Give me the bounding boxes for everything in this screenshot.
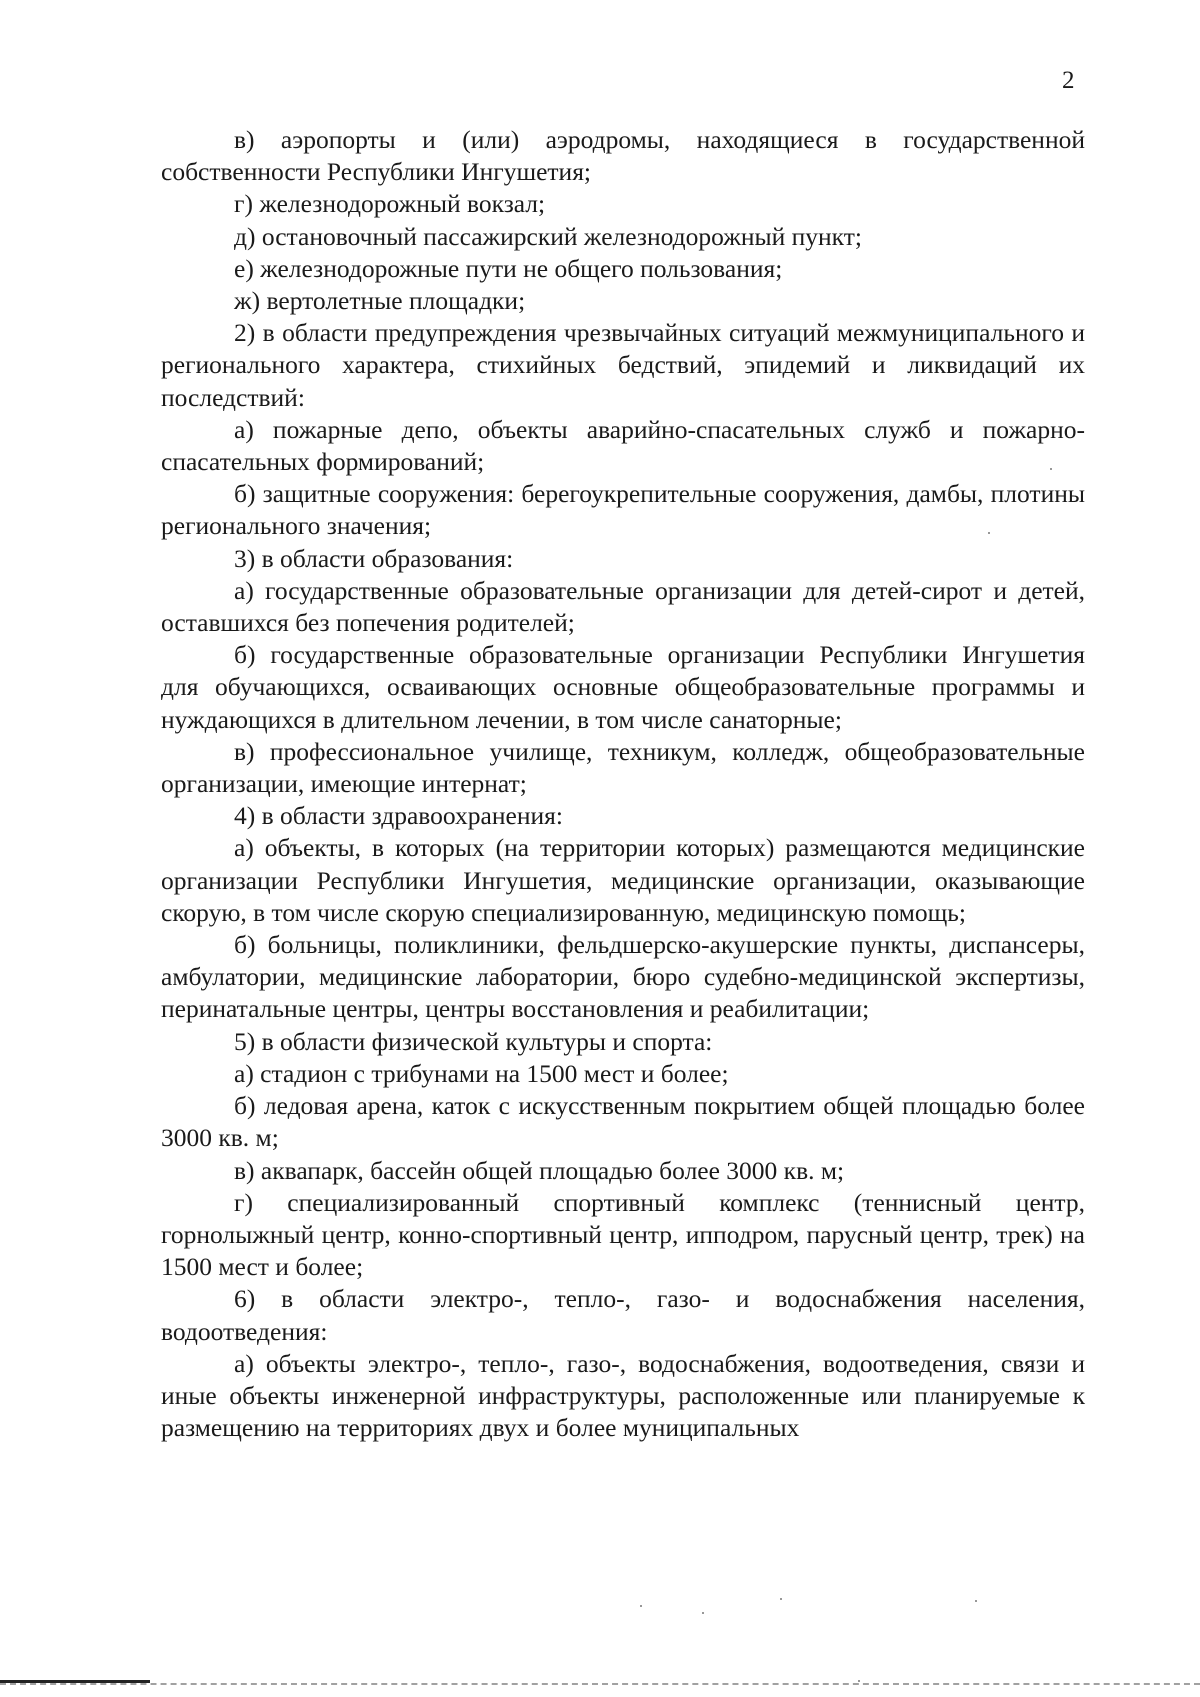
paragraph: 2) в области предупреждения чрезвычайных ситуаций межмуниципального и регионального характера, стихийных бедствий, эпидемий и ликвидаций их последствий: — [161, 318, 1085, 412]
scan-speck — [1050, 468, 1052, 470]
scan-edge-mark — [0, 1680, 150, 1683]
paragraph: е) железнодорожные пути не общего пользования; — [234, 253, 783, 283]
paragraph: 3) в области образования: — [234, 543, 514, 573]
paragraph: а) объекты, в которых (на территории которых) размещаются медицинские организации Республики Ингушетия, медицинские организации, оказывающие скорую, в том числе скорую специализированную, медицинскую помощь; — [161, 833, 1085, 927]
paragraph: б) ледовая арена, каток с искусственным покрытием общей площадью более 3000 кв. м; — [161, 1091, 1085, 1153]
paragraph: г) специализированный спортивный комплекс (теннисный центр, горнолыжный центр, конно-спортивный центр, ипподром, парусный центр, трек) на 1500 мест и более; — [161, 1187, 1085, 1282]
paragraph: 4) в области здравоохранения: — [234, 801, 563, 831]
document-body — [161, 124, 1085, 1444]
paragraph: б) государственные образовательные организации Республики Ингушетия для обучающихся, осваивающих основные общеобразовательные программы и нуждающихся в длительном лечении, в том числе санаторные; — [161, 640, 1085, 734]
paragraph: а) пожарные депо, объекты аварийно-спасательных служб и пожарно-спасательных формирований; — [161, 414, 1085, 477]
paragraph: в) аэропорты и (или) аэродромы, находящиеся в государственной собственности Республики Ингушетия; — [161, 125, 1085, 187]
paragraph: в) профессиональное училище, техникум, колледж, общеобразовательные организации, имеющие интернат; — [161, 736, 1085, 799]
scan-speck — [780, 1598, 782, 1600]
paragraph: а) стадион с трибунами на 1500 мест и более; — [234, 1058, 729, 1088]
scan-speck — [988, 532, 990, 534]
paragraph: в) аквапарк, бассейн общей площадью более 3000 кв. м; — [234, 1155, 845, 1185]
paragraph: б) защитные сооружения: берегоукрепительные сооружения, дамбы, плотины регионального значения; — [161, 479, 1085, 541]
paragraph: 6) в области электро-, тепло-, газо- и водоснабжения населения, водоотведения: — [161, 1284, 1085, 1346]
paragraph: 5) в области физической культуры и спорта: — [234, 1026, 713, 1056]
paragraph: а) государственные образовательные организации для детей-сирот и детей, оставшихся без попечения родителей; — [161, 575, 1085, 638]
scan-speck — [702, 1612, 704, 1614]
paragraph: г) железнодорожный вокзал; — [234, 189, 546, 219]
paragraph: ж) вертолетные площадки; — [234, 286, 526, 316]
scan-edge-line — [0, 1683, 1200, 1685]
page-number: 2 — [1062, 67, 1075, 94]
paragraph: б) больницы, поликлиники, фельдшерско-акушерские пункты, диспансеры, амбулатории, медицинские лаборатории, бюро судебно-медицинской экспертизы, перинатальные центры, центры восстановления и реабилитации; — [161, 930, 1085, 1024]
paragraph: д) остановочный пассажирский железнодорожный пункт; — [234, 221, 862, 251]
paragraph: а) объекты электро-, тепло-, газо-, водоснабжения, водоотведения, связи и иные объекты инженерной инфраструктуры, расположенные или планируемые к размещению на территориях двух и более муниципальных — [161, 1348, 1085, 1443]
scan-speck — [975, 1600, 977, 1602]
scan-speck — [858, 1680, 860, 1682]
scan-speck — [640, 1605, 642, 1607]
